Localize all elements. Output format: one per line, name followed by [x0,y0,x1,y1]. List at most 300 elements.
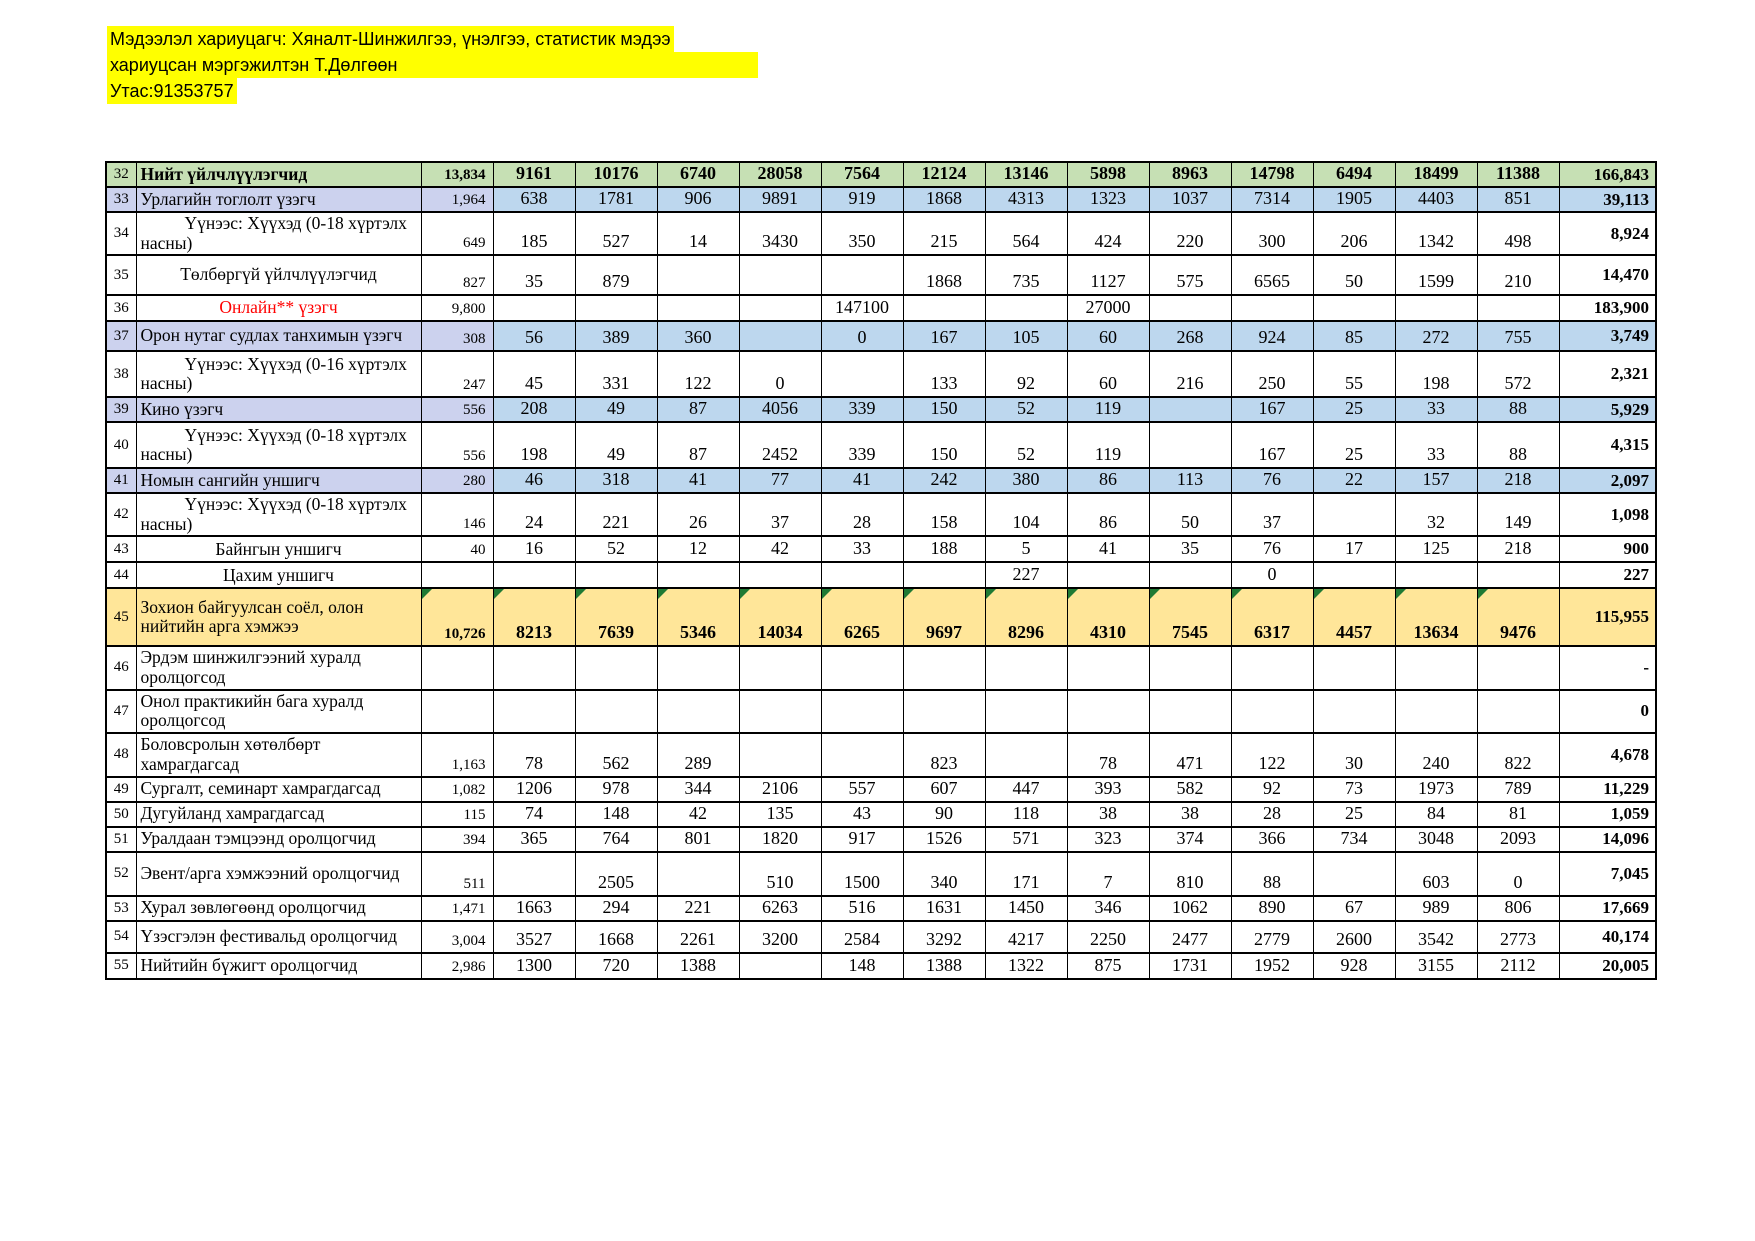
row-number-cell: 37 [106,321,136,351]
data-cell: 2477 [1149,921,1231,953]
data-cell: 9,800 [421,295,493,321]
data-cell: 823 [903,733,985,777]
data-cell [985,295,1067,321]
data-cell [985,646,1067,689]
row-number-cell: 52 [106,852,136,896]
contact-info-line-2: хариуцсан мэргэжилтэн Т.Дөлгөөн [107,52,758,78]
data-cell: 4056 [739,397,821,422]
data-cell: 7564 [821,162,903,187]
data-cell: 9161 [493,162,575,187]
data-cell: 78 [1067,733,1149,777]
data-cell: 216 [1149,351,1231,397]
row-number-cell: 54 [106,921,136,953]
data-cell: 389 [575,321,657,351]
data-cell: 35 [1149,536,1231,562]
data-cell: 720 [575,953,657,979]
data-cell [1313,295,1395,321]
data-cell [1149,562,1231,588]
row-label-cell: Дугуйланд хамрагдагсад [136,802,421,827]
data-cell: 906 [657,187,739,212]
row-number-cell: 44 [106,562,136,588]
data-cell [1477,562,1559,588]
data-cell: 171 [985,852,1067,896]
data-cell: 3200 [739,921,821,953]
row-total-cell: 2,321 [1559,351,1656,397]
data-cell: 649 [421,212,493,255]
data-cell [821,646,903,689]
data-cell: 1868 [903,187,985,212]
table-row [106,536,1656,562]
data-cell: 1526 [903,827,985,852]
data-cell: 8213 [493,588,575,646]
row-label-cell: Эвент/арга хэмжээний оролцогчид [136,852,421,896]
table-row [106,733,1656,777]
data-cell [1231,690,1313,733]
data-cell [739,295,821,321]
data-cell: 86 [1067,468,1149,493]
row-label-cell: Хурал зөвлөгөөнд оролцогчид [136,896,421,921]
data-cell: 4403 [1395,187,1477,212]
data-cell: 49 [575,422,657,468]
data-cell [493,646,575,689]
data-cell: 1952 [1231,953,1313,979]
row-label-cell: Нийт үйлчлүүлэгчид [136,162,421,187]
data-cell: 12124 [903,162,985,187]
data-cell: 2,986 [421,953,493,979]
row-number-cell: 36 [106,295,136,321]
data-cell: 3048 [1395,827,1477,852]
data-cell: 135 [739,802,821,827]
data-cell [421,562,493,588]
data-cell: 88 [1477,422,1559,468]
row-total-cell: 11,229 [1559,777,1656,802]
row-label-cell: Зохион байгуулсан соёл, олон нийтийн арга хэмжээ [136,588,421,646]
data-cell: 76 [1231,468,1313,493]
data-cell: 0 [1231,562,1313,588]
data-cell: 272 [1395,321,1477,351]
row-total-cell: 14,470 [1559,255,1656,295]
table-row [106,493,1656,536]
data-cell: 147100 [821,295,903,321]
data-cell: 185 [493,212,575,255]
row-number-cell: 51 [106,827,136,852]
data-cell: 17 [1313,536,1395,562]
statistics-table [105,161,1657,980]
data-cell: 1388 [657,953,739,979]
row-label-cell: Үүнээс: Хүүхэд (0-16 хүртэлх насны) [136,351,421,397]
table-row [106,802,1656,827]
data-cell [657,646,739,689]
data-cell: 1342 [1395,212,1477,255]
table-row [106,321,1656,351]
data-cell [1477,690,1559,733]
data-cell: 571 [985,827,1067,852]
data-cell [657,852,739,896]
table-row [106,896,1656,921]
table-row [106,187,1656,212]
data-cell: 5346 [657,588,739,646]
data-cell: 562 [575,733,657,777]
data-cell: 25 [1313,802,1395,827]
data-cell: 13146 [985,162,1067,187]
row-label-cell: Үүнээс: Хүүхэд (0-18 хүртэлх насны) [136,212,421,255]
data-cell: 1973 [1395,777,1477,802]
row-number-cell: 34 [106,212,136,255]
data-cell: 73 [1313,777,1395,802]
row-label-cell: Төлбөргүй үйлчлүүлэгчид [136,255,421,295]
data-cell: 41 [821,468,903,493]
data-cell: 928 [1313,953,1395,979]
data-cell: 1323 [1067,187,1149,212]
row-number-cell: 35 [106,255,136,295]
data-cell: 3155 [1395,953,1477,979]
stats-table-body [106,162,1656,979]
data-cell: 1037 [1149,187,1231,212]
data-cell: 394 [421,827,493,852]
data-cell: 6494 [1313,162,1395,187]
data-cell [903,295,985,321]
data-cell [739,690,821,733]
row-total-cell: - [1559,646,1656,689]
row-label-cell: Үүнээс: Хүүхэд (0-18 хүртэлх насны) [136,422,421,468]
data-cell: 157 [1395,468,1477,493]
row-number-cell: 47 [106,690,136,733]
data-cell [739,646,821,689]
data-cell: 9697 [903,588,985,646]
data-cell: 344 [657,777,739,802]
data-cell: 208 [493,397,575,422]
data-cell: 1206 [493,777,575,802]
data-cell [1313,690,1395,733]
data-cell: 5 [985,536,1067,562]
data-cell: 76 [1231,536,1313,562]
data-cell [657,562,739,588]
data-cell: 6565 [1231,255,1313,295]
data-cell: 4217 [985,921,1067,953]
data-cell: 4457 [1313,588,1395,646]
row-number-cell: 43 [106,536,136,562]
data-cell: 6740 [657,162,739,187]
data-cell: 1388 [903,953,985,979]
data-cell: 735 [985,255,1067,295]
data-cell: 25 [1313,397,1395,422]
data-cell: 218 [1477,536,1559,562]
data-cell: 0 [1477,852,1559,896]
data-cell [657,690,739,733]
data-cell: 60 [1067,321,1149,351]
row-number-cell: 55 [106,953,136,979]
row-total-cell: 227 [1559,562,1656,588]
table-row [106,921,1656,953]
data-cell: 52 [985,422,1067,468]
row-number-cell: 39 [106,397,136,422]
table-row [106,422,1656,468]
data-cell: 3527 [493,921,575,953]
data-cell: 300 [1231,212,1313,255]
data-cell: 52 [985,397,1067,422]
data-cell [575,690,657,733]
row-total-cell: 1,059 [1559,802,1656,827]
table-row [106,777,1656,802]
row-total-cell: 1,098 [1559,493,1656,536]
data-cell: 148 [821,953,903,979]
data-cell: 339 [821,422,903,468]
row-label-cell: Орон нутаг судлах танхимын үзэгч [136,321,421,351]
data-cell: 74 [493,802,575,827]
data-cell [821,255,903,295]
data-cell: 227 [985,562,1067,588]
data-cell [985,690,1067,733]
data-cell: 511 [421,852,493,896]
row-total-cell: 14,096 [1559,827,1656,852]
data-cell: 150 [903,397,985,422]
data-cell: 42 [739,536,821,562]
row-label-cell: Үүнээс: Хүүхэд (0-18 хүртэлх насны) [136,493,421,536]
data-cell: 564 [985,212,1067,255]
data-cell: 822 [1477,733,1559,777]
data-cell [739,953,821,979]
data-cell [985,733,1067,777]
data-cell: 1,082 [421,777,493,802]
data-cell [1395,646,1477,689]
data-cell: 7545 [1149,588,1231,646]
data-cell: 206 [1313,212,1395,255]
table-row [106,295,1656,321]
row-total-cell: 5,929 [1559,397,1656,422]
table-row [106,255,1656,295]
data-cell: 16 [493,536,575,562]
data-cell: 27000 [1067,295,1149,321]
data-cell: 471 [1149,733,1231,777]
data-cell: 14 [657,212,739,255]
row-number-cell: 42 [106,493,136,536]
row-total-cell: 2,097 [1559,468,1656,493]
data-cell: 340 [903,852,985,896]
data-cell: 84 [1395,802,1477,827]
data-cell: 2106 [739,777,821,802]
data-cell: 88 [1231,852,1313,896]
data-cell: 87 [657,422,739,468]
table-row [106,468,1656,493]
data-cell: 2112 [1477,953,1559,979]
data-cell: 575 [1149,255,1231,295]
data-cell: 55 [1313,351,1395,397]
data-cell: 2261 [657,921,739,953]
data-cell: 90 [903,802,985,827]
data-cell: 3430 [739,212,821,255]
table-row [106,852,1656,896]
data-cell: 46 [493,468,575,493]
row-total-cell: 4,315 [1559,422,1656,468]
row-number-cell: 32 [106,162,136,187]
data-cell: 221 [657,896,739,921]
data-cell [657,295,739,321]
data-cell [493,562,575,588]
row-label-cell: Боловсролын хөтөлбөрт хамрагдагсад [136,733,421,777]
row-label-cell: Уралдаан тэмцээнд оролцогчид [136,827,421,852]
data-cell: 810 [1149,852,1231,896]
data-cell: 12 [657,536,739,562]
data-cell [739,321,821,351]
row-number-cell: 38 [106,351,136,397]
data-cell: 3542 [1395,921,1477,953]
data-cell: 33 [1395,422,1477,468]
data-cell: 1663 [493,896,575,921]
row-label-cell: Урлагийн тоглолт үзэгч [136,187,421,212]
data-cell: 92 [985,351,1067,397]
data-cell: 755 [1477,321,1559,351]
data-cell: 10,726 [421,588,493,646]
data-cell: 14034 [739,588,821,646]
table-row [106,162,1656,187]
data-cell: 339 [821,397,903,422]
data-cell: 28058 [739,162,821,187]
data-cell: 380 [985,468,1067,493]
data-cell: 13,834 [421,162,493,187]
row-label-cell: Цахим уншигч [136,562,421,588]
row-total-cell: 183,900 [1559,295,1656,321]
data-cell: 1868 [903,255,985,295]
data-cell: 28 [821,493,903,536]
data-cell [739,562,821,588]
data-cell: 924 [1231,321,1313,351]
data-cell: 5898 [1067,162,1149,187]
data-cell: 37 [1231,493,1313,536]
data-cell: 308 [421,321,493,351]
data-cell: 18499 [1395,162,1477,187]
data-cell: 88 [1477,397,1559,422]
data-cell [903,690,985,733]
data-cell: 1905 [1313,187,1395,212]
row-total-cell: 0 [1559,690,1656,733]
data-cell: 8963 [1149,162,1231,187]
data-cell: 9891 [739,187,821,212]
data-cell: 56 [493,321,575,351]
table-row [106,588,1656,646]
row-total-cell: 8,924 [1559,212,1656,255]
row-label-cell: Сургалт, семинарт хамрагдагсад [136,777,421,802]
data-cell: 119 [1067,422,1149,468]
data-cell: 366 [1231,827,1313,852]
row-total-cell: 115,955 [1559,588,1656,646]
table-row [106,827,1656,852]
data-cell: 40 [421,536,493,562]
data-cell: 6263 [739,896,821,921]
data-cell: 52 [575,536,657,562]
data-cell [821,733,903,777]
data-cell: 122 [657,351,739,397]
data-cell: 28 [1231,802,1313,827]
data-cell: 890 [1231,896,1313,921]
data-cell: 198 [1395,351,1477,397]
data-cell: 919 [821,187,903,212]
data-cell: 527 [575,212,657,255]
data-cell: 167 [1231,422,1313,468]
data-cell: 37 [739,493,821,536]
data-cell: 210 [1477,255,1559,295]
data-cell: 424 [1067,212,1149,255]
data-cell [1149,397,1231,422]
data-cell [575,646,657,689]
data-cell: 989 [1395,896,1477,921]
data-cell: 498 [1477,212,1559,255]
row-number-cell: 45 [106,588,136,646]
data-cell: 25 [1313,422,1395,468]
data-cell: 6317 [1231,588,1313,646]
data-cell: 26 [657,493,739,536]
data-cell [575,295,657,321]
data-cell: 7 [1067,852,1149,896]
data-cell: 1300 [493,953,575,979]
data-cell: 0 [739,351,821,397]
data-cell: 851 [1477,187,1559,212]
data-cell [739,255,821,295]
table-row [106,351,1656,397]
data-cell: 1668 [575,921,657,953]
data-cell [493,852,575,896]
data-cell: 4310 [1067,588,1149,646]
data-cell [1477,295,1559,321]
data-cell: 122 [1231,733,1313,777]
data-cell: 764 [575,827,657,852]
data-cell: 516 [821,896,903,921]
data-cell: 3292 [903,921,985,953]
row-total-cell: 900 [1559,536,1656,562]
data-cell: 41 [657,468,739,493]
data-cell: 557 [821,777,903,802]
data-cell: 3,004 [421,921,493,953]
contact-info-line-1: Мэдээлэл хариуцагч: Хяналт-Шинжилгээ, үнэлгээ, статистик мэдээ [107,26,674,52]
data-cell: 1599 [1395,255,1477,295]
data-cell: 67 [1313,896,1395,921]
data-cell: 556 [421,422,493,468]
data-cell [1149,690,1231,733]
data-cell: 38 [1067,802,1149,827]
data-cell: 879 [575,255,657,295]
data-cell: 50 [1313,255,1395,295]
data-cell: 1127 [1067,255,1149,295]
data-cell: 734 [1313,827,1395,852]
data-cell: 146 [421,493,493,536]
data-cell: 33 [1395,397,1477,422]
data-cell: 1820 [739,827,821,852]
data-cell: 150 [903,422,985,468]
data-cell: 2779 [1231,921,1313,953]
data-cell: 149 [1477,493,1559,536]
data-cell: 32 [1395,493,1477,536]
data-cell: 1500 [821,852,903,896]
data-cell: 220 [1149,212,1231,255]
data-cell: 104 [985,493,1067,536]
data-cell [657,255,739,295]
data-cell: 801 [657,827,739,852]
data-cell: 374 [1149,827,1231,852]
data-cell: 0 [821,321,903,351]
data-cell [1067,690,1149,733]
data-cell: 221 [575,493,657,536]
data-cell: 917 [821,827,903,852]
row-total-cell: 4,678 [1559,733,1656,777]
data-cell: 1062 [1149,896,1231,921]
data-cell: 188 [903,536,985,562]
data-cell [1231,646,1313,689]
row-label-cell: Байнгын уншигч [136,536,421,562]
data-cell: 280 [421,468,493,493]
data-cell: 2600 [1313,921,1395,953]
data-cell [903,562,985,588]
data-cell: 198 [493,422,575,468]
data-cell [1395,562,1477,588]
